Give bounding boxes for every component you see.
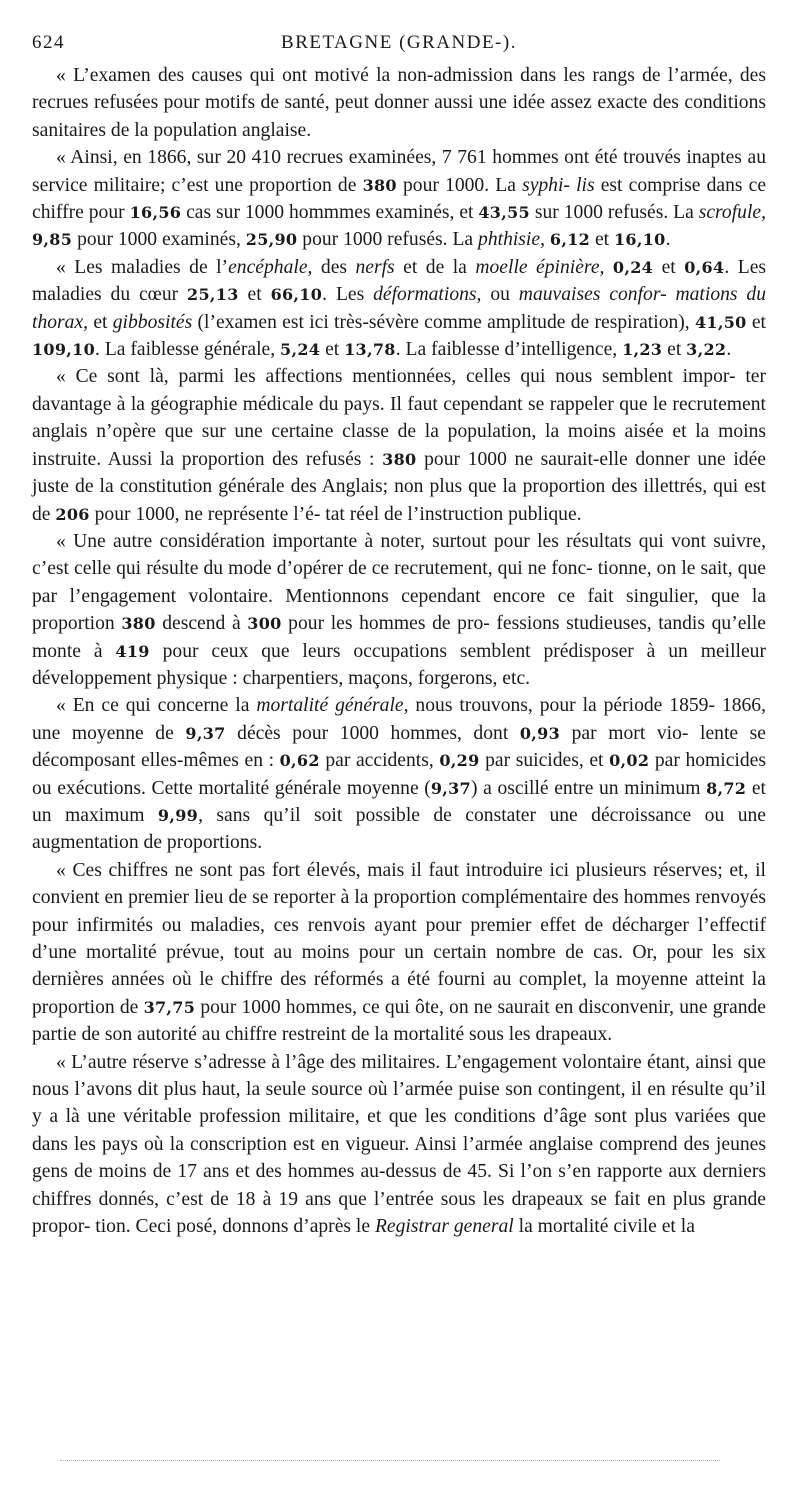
text-run: . Les <box>322 284 374 306</box>
text-run: descend à <box>155 613 248 635</box>
paragraph <box>32 857 766 1049</box>
text-run: « Ce sont là, parmi les affections mentionnées, celles qui nous semblent impor- ter davantage à la géographie médicale du pays. Il faut cependant se rappeler que le recrutement anglais n’opère que sur une certaine classe de la population, la moins aisée et la moins instruite. Aussi la proportion des refusés : <box>32 366 766 470</box>
text-run: « Ainsi, en 1866, sur 20 410 recrues examinées, 7 761 hommes ont été trouvés inaptes au service militaire; c’est une proportion de <box>32 147 766 196</box>
bold-number: 25,13 <box>187 285 239 305</box>
bold-number: 1,23 <box>622 340 663 360</box>
text-run: « L’examen des causes qui ont motivé la non-admission dans les rangs de l’armée, des recrues refusées pour motifs de santé, peut donner aussi une idée assez exacte des conditions sanitaires de la population anglaise. <box>32 65 766 141</box>
bold-number: 0,02 <box>609 751 650 771</box>
bold-number: 0,93 <box>519 723 561 743</box>
bold-number: 13,78 <box>344 340 396 360</box>
body-text <box>32 62 766 1240</box>
text-run: cas sur 1000 hommmes examinés, et <box>181 202 479 224</box>
text-run: pour 1000 ne saurait-elle donner une idée juste de la constitution générale des Anglais; non plus que la proportion des illettrés, qui est de <box>32 448 766 525</box>
text-run: . La faiblesse d’intelligence, <box>395 339 623 361</box>
text-run: . Les maladies du cœur <box>32 256 767 306</box>
bold-number: 0,64 <box>684 257 725 277</box>
bold-number: 6,12 <box>549 230 591 250</box>
bold-number: 380 <box>121 614 156 634</box>
paragraph <box>32 62 766 144</box>
paragraph <box>32 528 766 692</box>
bold-number: 9,85 <box>32 230 73 250</box>
text-run: . <box>726 339 732 361</box>
paragraph <box>32 144 766 254</box>
text-run: « Les maladies de l’ <box>56 256 229 278</box>
text-run: pour 1000 refusés. La <box>297 229 479 251</box>
bold-number: 0,29 <box>439 751 480 771</box>
bold-number: 41,50 <box>694 312 747 332</box>
bold-number: 5,24 <box>280 340 321 360</box>
bold-number: 3,22 <box>686 340 727 360</box>
footer-rule <box>60 1460 720 1461</box>
text-run: et un maximum <box>32 777 766 826</box>
text-run: ) a oscillé entre un minimum <box>470 777 707 799</box>
text-run: et <box>746 311 767 333</box>
text-run: « L’autre réserve s’adresse à l’âge des militaires. L’engagement volontaire étant, ainsi que nous l’avons dit plus haut, la seule source où l’armée puise son contingent, il en résulte qu’il y a là une véritable profession militaire, et que les conditions d’âge sont plus variées que dans les pays où la conscription est en vigueur. Ainsi l’armée anglaise comprend des jeunes gens de moins de 17 ans et des hommes au-dessus de 45. Si l’on s’en rapporte aux derniers chiffres donnés, c’est de 18 à 19 ans que l’entrée sous les drapeaux se fait en plus grande propor- tion. Ceci posé, donnons d’après le <box>32 1051 766 1238</box>
bold-number: 0,62 <box>279 751 320 771</box>
text-run: « Ces chiffres ne sont pas fort élevés, mais il faut introduire ici plusieurs réserves; et, il convient en premier lieu de se reporter à la proportion complémentaire des hommes renvoyés pour infirmités ou maladies, ces renvois ayant pour premier effet de décharger l’effectif d’une mortalité prévue, tout au moins pour un certain nombre de cas. Or, pour les six dernières années où le chiffre des réformés a été fourni au complet, la moyenne atteint la proportion de <box>32 859 766 1018</box>
text-run: est comprise dans ce chiffre pour <box>32 174 767 224</box>
text-run <box>604 257 612 278</box>
italic-term: phthisie, <box>478 229 545 251</box>
text-run: , sans qu’il soit possible de constater une décroissance ou une augmentation de proportions. <box>32 804 766 854</box>
text-run: pour 1000 examinés, <box>72 229 246 251</box>
text-run: et <box>590 229 614 251</box>
text-run: par suicides, et <box>479 750 610 772</box>
page-number: 624 <box>32 32 65 53</box>
bold-number: 16,10 <box>614 230 666 250</box>
italic-term: lis <box>576 174 595 196</box>
bold-number: 380 <box>362 175 397 195</box>
bold-number: 419 <box>115 641 150 661</box>
text-run: (l’examen est ici très-sévère comme amplitude de respiration), <box>192 311 695 333</box>
italic-term: mauvaises confor- <box>518 284 667 306</box>
italic-term: déformations, <box>373 284 482 306</box>
italic-term: moelle épinière, <box>475 256 605 278</box>
text-run: par homicides ou exécutions. Cette mortalité générale moyenne ( <box>32 750 766 799</box>
text-run: pour ceux que leurs occupations semblent prédisposer à un meilleur développement physique : charpentiers, maçons, forgerons, etc. <box>32 640 766 689</box>
bold-number: 16,56 <box>129 203 182 223</box>
paragraph <box>32 363 766 527</box>
paragraph <box>32 692 766 856</box>
text-run: sur 1000 refusés. La <box>529 202 699 224</box>
text-run: et <box>320 339 345 361</box>
bold-number: 300 <box>247 614 282 634</box>
text-run: pour 1000 hommes, ce qui ôte, on ne saurait en disconvenir, une grande partie de son autorité au chiffre restreint de la mortalité sous les drapeaux. <box>32 996 767 1046</box>
bold-number: 9,99 <box>157 805 199 825</box>
text-run: et <box>88 311 113 333</box>
italic-term: nerfs <box>355 256 395 278</box>
bold-number: 9,37 <box>430 778 471 798</box>
italic-term: mations du thorax, <box>32 284 767 333</box>
text-run: et <box>662 339 687 361</box>
text-run: . <box>665 229 671 251</box>
bold-number: 380 <box>382 449 417 469</box>
text-run: la mortalité civile et la <box>513 1216 695 1238</box>
text-run: . La faiblesse générale, <box>95 339 281 361</box>
italic-term: gibbosités <box>112 311 193 333</box>
document-page <box>32 28 766 1240</box>
text-run: par accidents, <box>319 750 440 772</box>
text-run: et <box>238 284 271 306</box>
italic-term: scrofule, <box>698 202 766 224</box>
text-run: par mort vio- lente se décomposant elles-mêmes en : <box>32 722 766 772</box>
text-run: pour 1000, ne représente l’é- tat réel de l’instruction publique. <box>89 503 582 525</box>
text-run: ou <box>481 284 519 306</box>
text-run: pour 1000. La <box>396 174 523 196</box>
bold-number: 66,10 <box>270 285 323 305</box>
italic-term: Registrar general <box>374 1216 514 1238</box>
italic-term: encéphale, <box>228 256 313 278</box>
text-run: et <box>653 256 685 278</box>
italic-term: mortalité générale, <box>256 695 409 717</box>
paragraph <box>32 1049 766 1241</box>
italic-term: syphi- <box>522 174 570 196</box>
running-head: BRETAGNE (GRANDE-). <box>281 32 517 53</box>
text-run: décès pour 1000 hommes, dont <box>225 722 520 744</box>
paragraph <box>32 254 766 364</box>
text-run: pour les hommes de pro- fessions studieuses, tandis qu’elle monte à <box>32 613 766 662</box>
bold-number: 8,72 <box>706 778 747 798</box>
bold-number: 25,90 <box>245 230 298 250</box>
text-run: nous trouvons, pour la période 1859- 1866, une moyenne de <box>32 695 766 744</box>
text-run: et de la <box>394 256 476 278</box>
bold-number: 37,75 <box>143 997 196 1017</box>
text-run: « En ce qui concerne la <box>56 695 257 717</box>
bold-number: 0,24 <box>612 257 654 277</box>
bold-number: 109,10 <box>32 340 96 360</box>
page-header <box>32 28 766 62</box>
text-run: « Une autre considération importante à noter, surtout pour les résultats qui vont suivre, c’est celle qui résulte du mode d’opérer de ce recrutement, qui ne fonc- tionne, on le sait, que par l’engagement volontaire. Mentionnons cependant encore ce fait singulier, que la proportion <box>32 530 766 635</box>
bold-number: 206 <box>55 504 90 524</box>
bold-number: 43,55 <box>478 203 530 223</box>
bold-number: 9,37 <box>185 723 226 743</box>
text-run: des <box>312 256 356 278</box>
